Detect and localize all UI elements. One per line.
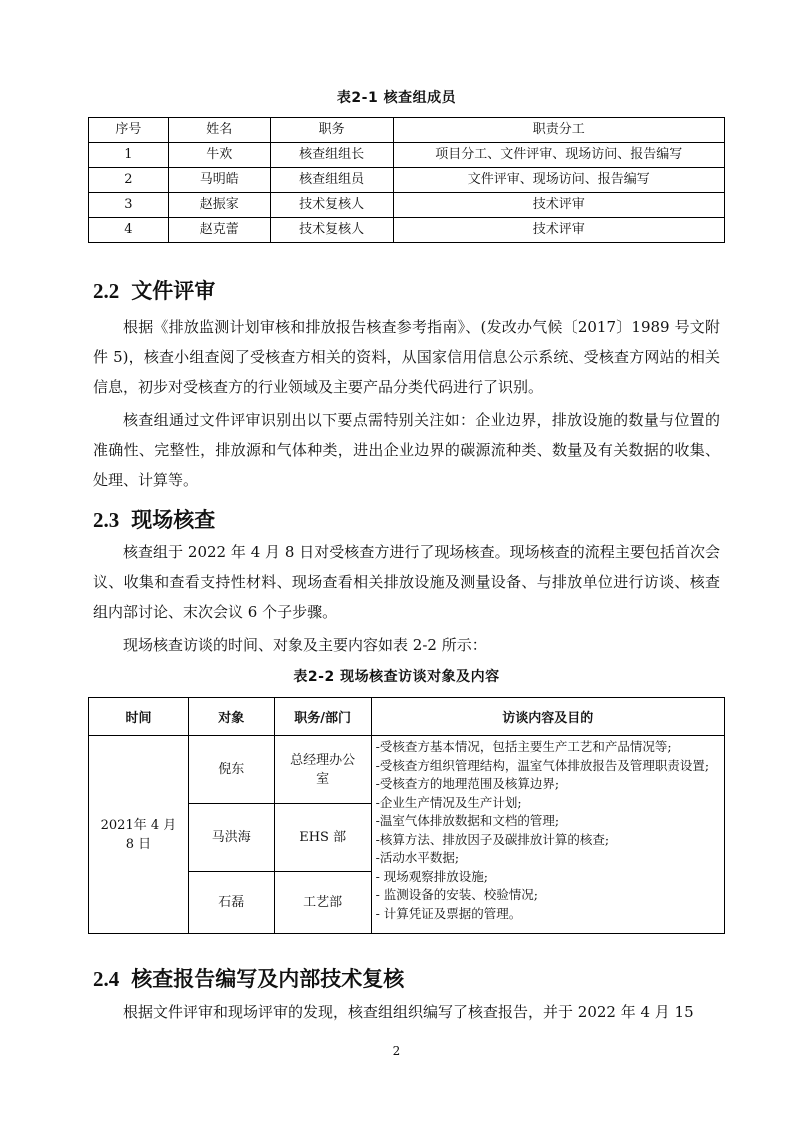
table-row <box>89 193 725 218</box>
header-cell: 职务 <box>270 118 393 143</box>
table-cell: 项目分工、文件评审、现场访问、报告编写 <box>393 143 724 168</box>
content-line: - 计算凭证及票据的管理。 <box>375 905 522 921</box>
header-cell: 访谈内容及目的 <box>371 698 724 736</box>
dept-cell: 总经理办公室 <box>274 736 371 804</box>
content-line: -受核查方基本情况，包括主要生产工艺和产品情况等; <box>375 739 672 754</box>
table-row <box>89 143 725 168</box>
paragraph: 根据文件评审和现场评审的发现，核查组组织编写了核查报告，并于 2022 年 4 月 15 <box>123 1003 694 1021</box>
interview-table <box>88 697 725 934</box>
content-line: -核算方法、排放因子及碳排放计算的核查; <box>375 831 610 847</box>
content-line: - 监测设备的安装、校验情况; <box>375 887 539 902</box>
table1-caption: 表2-1 核查组成员 <box>336 90 457 106</box>
table-header-row <box>89 698 725 736</box>
person-cell: 倪东 <box>188 736 274 804</box>
table-cell: 技术复核人 <box>270 218 393 243</box>
table-row <box>89 736 725 804</box>
interview-content-cell <box>371 736 724 934</box>
section-number: 2.3 <box>93 508 120 532</box>
person-cell: 石磊 <box>188 872 274 934</box>
section-number: 2.2 <box>93 279 120 303</box>
table-row <box>89 218 725 243</box>
page-number: 2 <box>392 1044 401 1058</box>
content-line: - 现场观察排放设施; <box>375 868 489 884</box>
paragraph: 现场核查访谈的时间、对象及主要内容如表 2-2 所示： <box>123 636 487 654</box>
table-header-row <box>89 118 725 143</box>
header-cell: 职务/部门 <box>274 698 371 736</box>
paragraph: 根据《排放监测计划审核和排放报告核查参考指南》、(发改办气候〔2017〕1989 号文附件 5)，核查小组查阅了受核查方相关的资料，从国家信用信息公示系统、受核查方网站的相关信息，初步对受核查方的行业领域及主要产品分类代码进行了识别。 <box>93 318 720 396</box>
section-title: 文件评审 <box>131 278 216 303</box>
section-heading-2-3 <box>93 504 215 534</box>
section-number: 2.4 <box>93 967 120 991</box>
table-cell: 1 <box>89 143 169 168</box>
table-cell: 核查组组员 <box>270 168 393 193</box>
table-cell: 技术复核人 <box>270 193 393 218</box>
person-cell: 马洪海 <box>188 804 274 872</box>
section-title: 现场核查 <box>131 507 216 532</box>
content-line: -受核查方组织管理结构，温室气体排放报告及管理职责设置; <box>375 757 710 773</box>
table-cell: 技术评审 <box>393 218 724 243</box>
table-cell: 牛欢 <box>168 143 270 168</box>
table-cell: 2 <box>89 168 169 193</box>
header-cell: 职责分工 <box>393 118 724 143</box>
table-cell: 4 <box>89 218 169 243</box>
content-line: -温室气体排放数据和文档的管理; <box>375 813 560 828</box>
header-cell: 姓名 <box>168 118 270 143</box>
paragraph: 核查组于 2022 年 4 月 8 日对受核查方进行了现场核查。现场核查的流程主要包括首次会议、收集和查看支持性材料、现场查看相关排放设施及测量设备、与排放单位进行访谈、核查组内部讨论、末次会议 6 个子步骤。 <box>93 543 720 621</box>
table-cell: 核查组组长 <box>270 143 393 168</box>
content-line: -受核查方的地理范围及核算边界; <box>375 776 560 791</box>
paragraph: 核查组通过文件评审识别出以下要点需特别关注如：企业边界，排放设施的数量与位置的准确性、完整性，排放源和气体种类，进出企业边界的碳源流种类、数量及有关数据的收集、处理、计算等。 <box>93 411 720 489</box>
time-cell: 2021年 4 月 8 日 <box>89 736 189 934</box>
table2-caption: 表2-2 现场核查访谈对象及内容 <box>293 669 500 685</box>
dept-cell: 工艺部 <box>274 872 371 934</box>
table-cell: 赵振家 <box>168 193 270 218</box>
dept-cell: EHS 部 <box>274 804 371 872</box>
header-cell: 对象 <box>188 698 274 736</box>
section-title: 核查报告编写及内部技术复核 <box>131 966 405 991</box>
section-heading-2-4 <box>93 963 404 993</box>
table-cell: 3 <box>89 193 169 218</box>
table-cell: 赵克蕾 <box>168 218 270 243</box>
table-cell: 技术评审 <box>393 193 724 218</box>
header-cell: 时间 <box>89 698 189 736</box>
header-cell: 序号 <box>89 118 169 143</box>
section-heading-2-2 <box>93 275 215 305</box>
table-cell: 马明皓 <box>168 168 270 193</box>
content-line: -企业生产情况及生产计划; <box>375 794 522 810</box>
table-row <box>89 168 725 193</box>
content-line: -活动水平数据; <box>375 850 460 865</box>
table-cell: 文件评审、现场访问、报告编写 <box>393 168 724 193</box>
members-table <box>88 117 725 243</box>
